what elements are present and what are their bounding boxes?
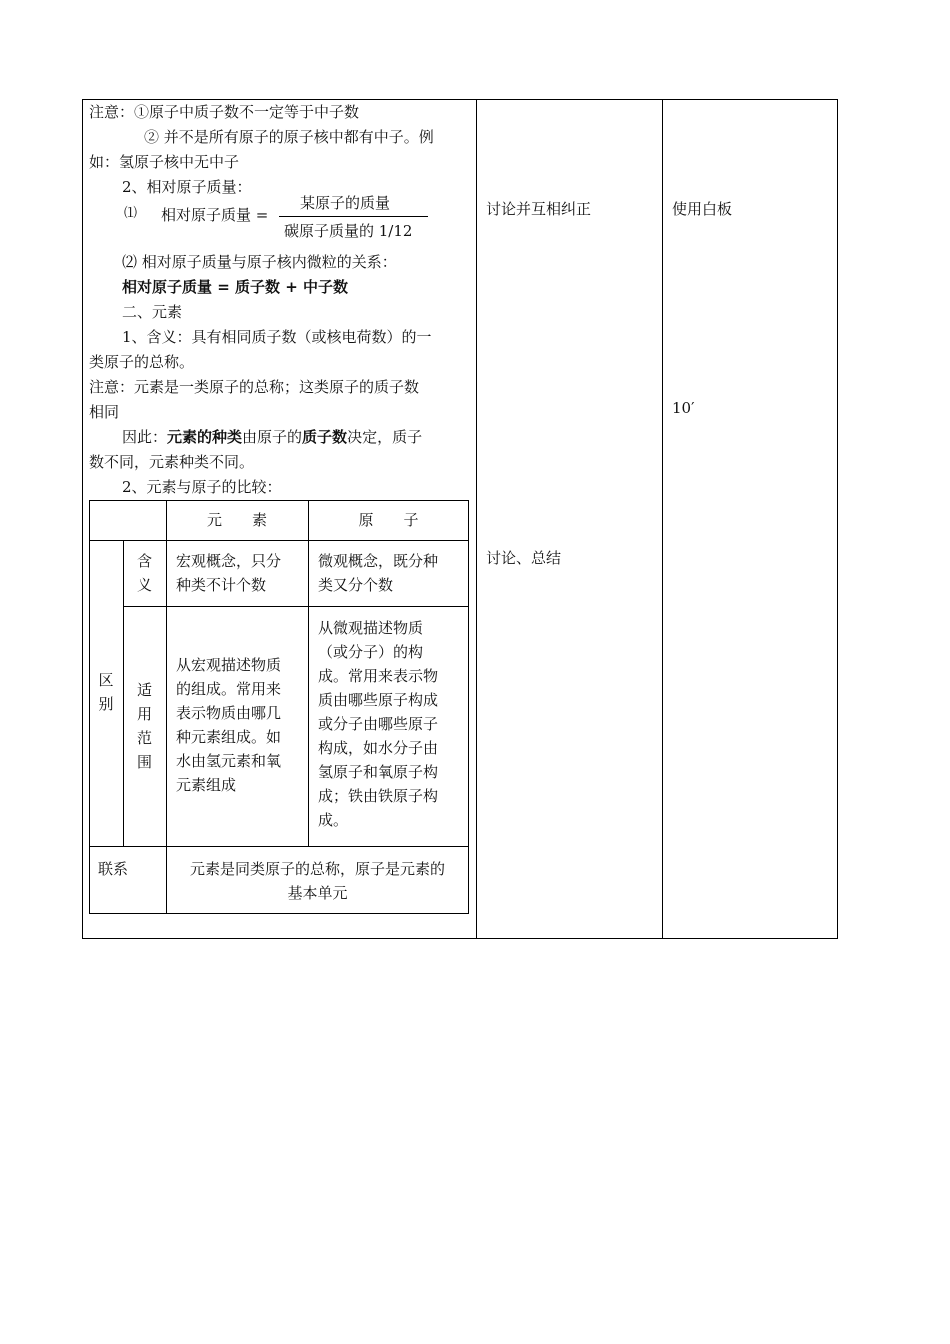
note-line: ② 并不是所有原子的原子核中都有中子。例 <box>144 128 434 146</box>
section-heading: 2、元素与原子的比较： <box>122 478 282 496</box>
note-line: 注意：元素是一类原子的总称；这类原子的质子数 <box>89 378 420 396</box>
scope-label: 适 用 范 围 <box>136 681 152 771</box>
relation-formula: 相对原子质量 = 质子数 + 中子数 <box>122 278 349 296</box>
item-line: ⑵ 相对原子质量与原子核内微粒的关系： <box>122 253 397 271</box>
table-grid <box>123 606 469 607</box>
note-line: 如：氢原子核中无中子 <box>89 153 240 171</box>
table-grid <box>308 500 309 846</box>
activity-summary: 讨论、总结 <box>486 549 562 567</box>
link-label: 联系 <box>98 860 129 878</box>
section-heading: 2、相对原子质量： <box>122 178 252 196</box>
scope-element: 从宏观描述物质 的组成。常用来 表示物质由哪几 种元素组成。如 水由氢元素和氧 元素组成 <box>176 656 282 794</box>
column-divider <box>476 100 477 938</box>
scope-atom: 从微观描述物质 （或分子）的构 成。常用来表示物 质由哪些原子构成 或分子由哪些原子 构成，如水分子由 氢原子和氧原子构 成；铁由铁原子构 成。 <box>318 619 439 829</box>
header-element: 元 素 <box>206 511 267 529</box>
therefore-line: 因此：元素的种类由原子的质子数决定，质子 <box>122 428 423 446</box>
fraction-bar <box>279 216 428 217</box>
definition-line: 1、含义：具有相同质子数（或核电荷数）的一 <box>122 328 432 346</box>
formula-denominator: 碳原子质量的 1/12 <box>284 222 413 240</box>
header-atom: 原 子 <box>358 511 419 529</box>
section-heading: 二、元素 <box>122 303 183 321</box>
therefore-line: 数不同，元素种类不同。 <box>89 453 255 471</box>
link-text: 元素是同类原子的总称，原子是元素的 基本单元 <box>189 860 445 902</box>
meaning-atom: 微观概念，既分种 类又分个数 <box>318 552 439 594</box>
note-line: 相同 <box>89 403 120 421</box>
table-grid <box>166 500 167 914</box>
definition-line: 类原子的总称。 <box>89 353 195 371</box>
note-time: 10′ <box>672 399 695 417</box>
meaning-element: 宏观概念，只分 种类不计个数 <box>176 552 282 594</box>
column-divider <box>662 100 663 938</box>
table-grid <box>89 540 469 541</box>
item-label: ⑴ <box>124 206 138 221</box>
note-whiteboard: 使用白板 <box>672 200 733 218</box>
activity-discuss: 讨论并互相纠正 <box>486 200 592 218</box>
formula-left: 相对原子质量 = <box>161 206 269 224</box>
table-grid <box>89 846 469 847</box>
diff-label: 区 别 <box>98 671 114 713</box>
formula-numerator: 某原子的质量 <box>300 194 391 212</box>
note-line: 注意：①原子中质子数不一定等于中子数 <box>89 103 360 121</box>
meaning-label: 含 义 <box>136 552 152 594</box>
